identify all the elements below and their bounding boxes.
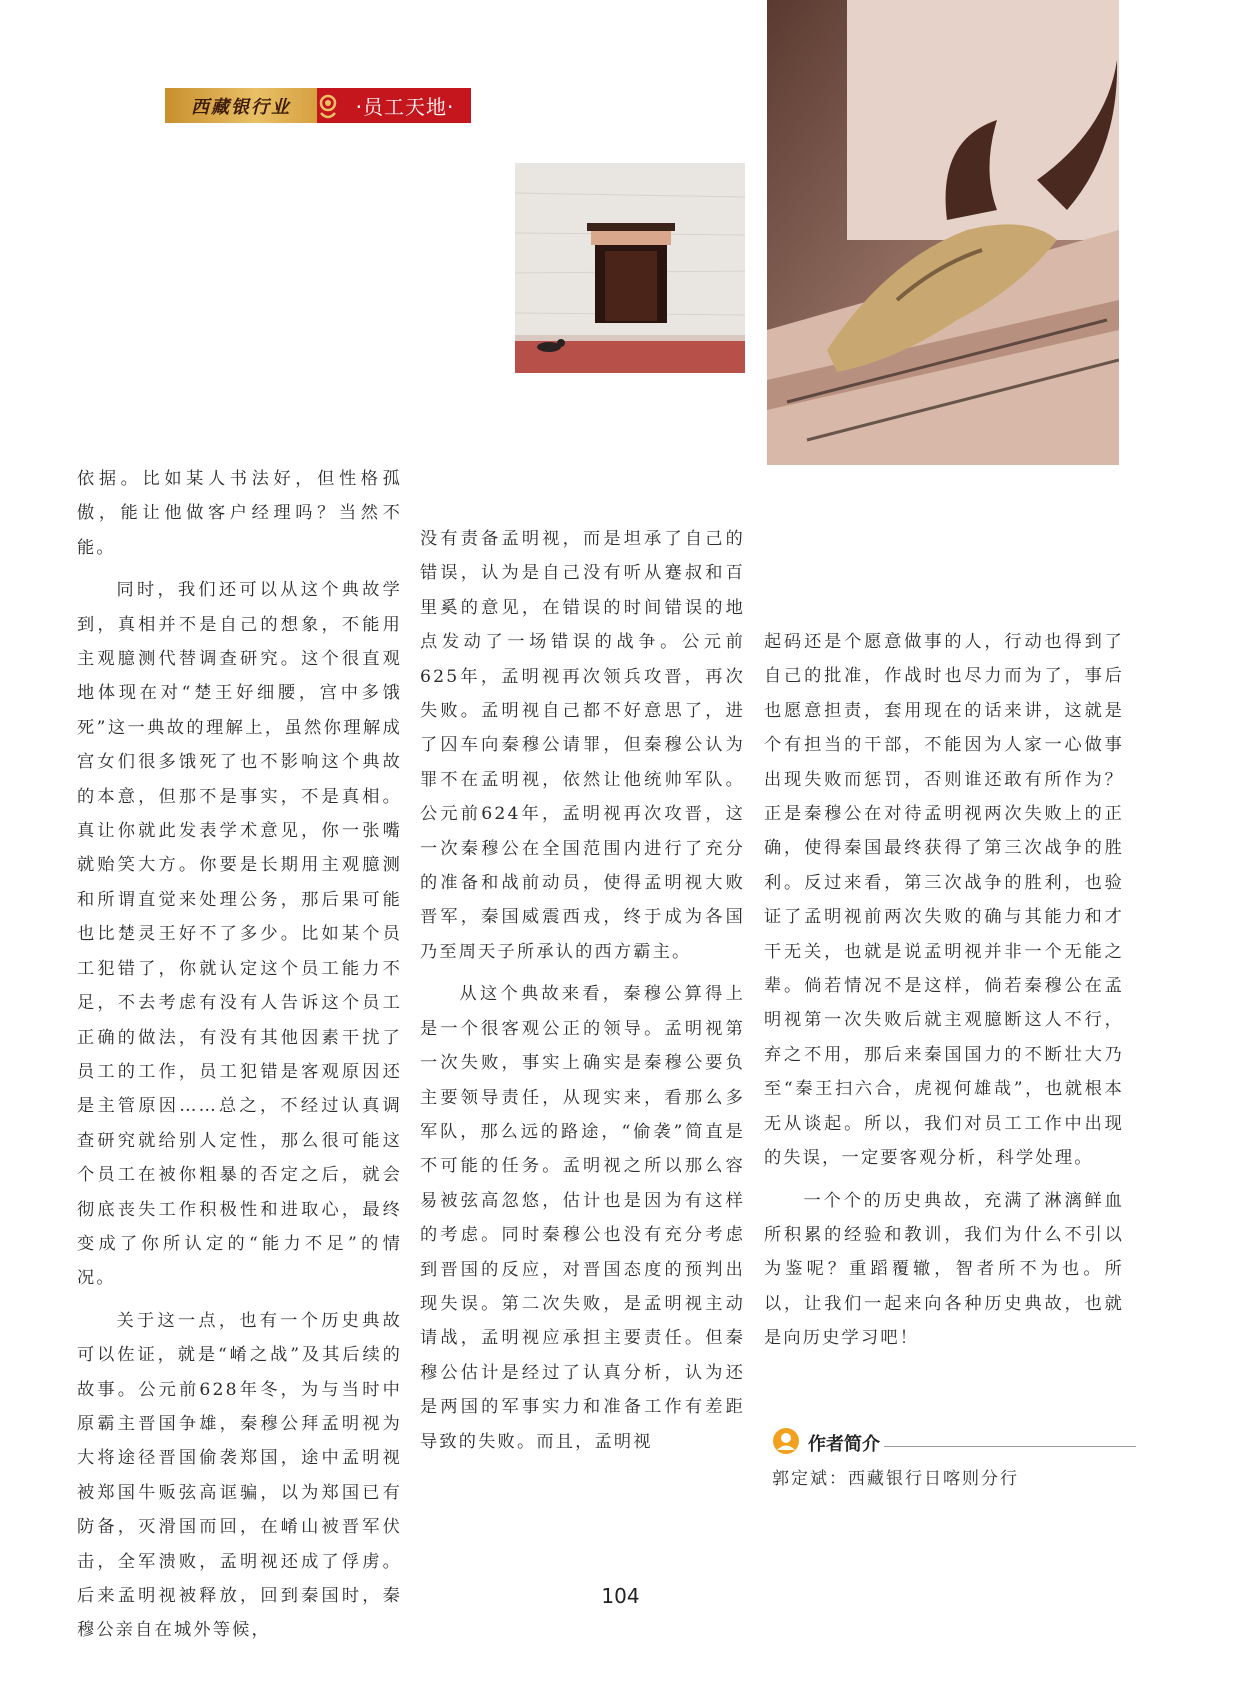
author-heading: 作者简介 [808,1434,880,1455]
paragraph: 从这个典故来看，秦穆公算得上是一个很客观公正的领导。孟明视第一次失败，事实上确实是秦穆公要负主要领导责任，从现实来，看那么多军队，那么远的路途，“偷袭”简直是不可能的任务。孟明视之所以那么容易被弦高忽悠，估计也是因为有这样的考虑。同时秦穆公也没有充分考虑到晋国的反应，对晋国态度的预判出现失误。第二次失败，是孟明视主动请战，孟明视应承担主要责任。但秦穆公估计是经过了认真分析，认为还是两国的军事实力和准备工作有差距导致的失败。而且，孟明视 [420,984,745,1452]
page-number: 104 [601,1584,640,1608]
section-banner [165,88,471,123]
paragraph: 同时，我们还可以从这个典故学到，真相并不是自己的想象，不能用主观臆测代替调查研究。这个很直观地体现在对“楚王好细腰，宫中多饿死”这一典故的理解上，虽然你理解成宫女们很多饿死了也不影响这个典故的本意，但那不是事实，不是真相。真让你就此发表学术意见，你一张嘴就贻笑大方。你要是长期用主观臆测和所谓直觉来处理公务，那后果可能也比楚灵王好不了多少。比如某个员工犯错了，你就认定这个员工能力不足，不去考虑有没有人告诉这个员工正确的做法，有没有其他因素干扰了员工的工作，员工犯错是客观原因还是主管原因……总之，不经过认真调查研究就给别人定性，那么很可能这个员工在被你粗暴的否定之后，就会彻底丧失工作积极性和进取心，最终变成了你所认定的“能力不足”的情况。 [77,580,402,1289]
author-avatar-icon [772,1427,800,1460]
paragraph: 关于这一点，也有一个历史典故可以佐证，就是“崤之战”及其后续的故事。公元前628年冬，为与当时中原霸主晋国争雄，秦穆公拜孟明视为大将途径晋国偷袭郑国，途中孟明视被郑国牛贩弦高诓骗，以为郑国已有防备，灭滑国而回，在崤山被晋军伏击，全军溃败，孟明视还成了俘虏。后来孟明视被释放，回到秦国时，秦穆公亲自在城外等候， [77,1310,402,1641]
photo-yak-skull [767,0,1119,465]
photo-doorway [515,163,745,373]
paragraph: 没有责备孟明视，而是坦承了自己的错误，认为是自己没有听从蹇叔和百里奚的意见，在错误的时间错误的地点发动了一场错误的战争。公元前625年，孟明视再次领兵攻晋，再次失败。孟明视自己都不好意思了，进了囚车向秦穆公请罪，但秦穆公认为罪不在孟明视，依然让他统帅军队。公元前624年，孟明视再次攻晋，这一次秦穆公在全国范围内进行了充分的准备和战前动员，使得孟明视大败晋军，秦国威震西戎，终于成为各国乃至周天子所承认的西方霸主。 [420,529,745,962]
divider [884,1446,1136,1447]
brand-label: 西藏银行业 [165,88,317,123]
paragraph: 起码还是个愿意做事的人，行动也得到了自己的批准，作战时也尽力而为了，事后也愿意担责，套用现在的话来讲，这就是个有担当的干部，不能因为人家一心做事出现失败而惩罚，否则谁还敢有所作为？正是秦穆公在对待孟明视两次失败上的正确，使得秦国最终获得了第三次战争的胜利。反过来看，第三次战争的胜利，也验证了孟明视前两次失败的确与其能力和才干无关，也就是说孟明视并非一个无能之辈。倘若情况不是这样，倘若秦穆公在孟明视第一次失败后就主观臆断这人不行，弃之不用，那后来秦国国力的不断壮大乃至“秦王扫六合，虎视何雄哉”，也就根本无从谈起。所以，我们对员工工作中出现的失误，一定要客观分析，科学处理。 [764,632,1124,1169]
author-box [772,1428,1136,1489]
paragraph: 一个个的历史典故，充满了淋漓鲜血所积累的经验和教训，我们为什么不引以为鉴呢？重蹈覆辙，智者所不为也。所以，让我们一起来向各种历史典故，也就是向历史学习吧！ [764,1190,1124,1349]
author-info: 郭定斌：西藏银行日喀则分行 [772,1469,1019,1489]
paragraph: 依据。比如某人书法好，但性格孤傲，能让他做客户经理吗？当然不能。 [77,469,402,558]
text-column-3 [764,625,1124,1356]
cloud-ornament-icon [317,88,339,123]
text-column-2 [420,522,745,1459]
section-label: ·员工天地· [339,88,471,123]
text-column-1 [77,462,402,1648]
